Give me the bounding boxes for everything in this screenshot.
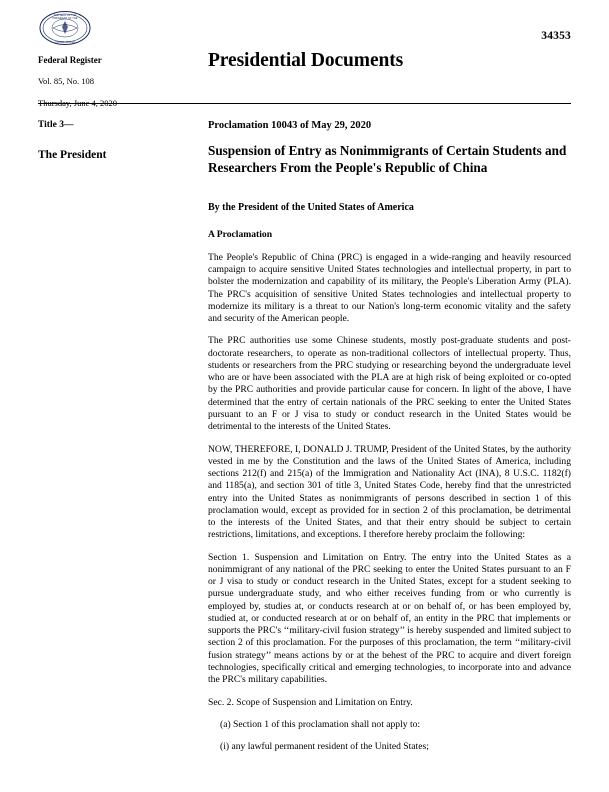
- byline: By the President of the United States of America: [208, 201, 414, 213]
- section-1-text: The entry into the United States as a nonimmigrant of any national of the PRC seeking to enter the United States pursuant to an F or J visa to study or conduct research in the United States, except for a student seeking to pursue undergraduate study, and who either receives funding from or who currently is employed by, studies at, or conducts research at or on behalf of, or has been employed by, studied at, or conducted research at or on behalf of, an entity in the PRC that implements or supports the PRC's ‘‘military-civil fusion strategy’’ is hereby suspended and limited subject to section 2 of this proclamation. For the purposes of this proclamation, the term ‘‘military-civil fusion strategy’’ means actions by or at the behest of the PRC to acquire and divert foreign technologies, specifically critical and emerging technologies, to incorporate into and advance the PRC's military capabilities.: [208, 551, 572, 686]
- section-2-item-a: (a) Section 1 of this proclamation shall not apply to:: [220, 718, 421, 730]
- the-president-label: The President: [38, 149, 107, 161]
- main-column: [208, 120, 571, 763]
- section-2-item-i: (i) any lawful permanent resident of the United States;: [220, 741, 429, 753]
- masthead-title: Presidential Documents: [208, 50, 404, 71]
- svg-text:PRESIDENT OF THE: PRESIDENT OF THE: [52, 17, 78, 20]
- section-1-label: Section 1: [208, 551, 247, 563]
- paragraph-3: NOW, THEREFORE, I, DONALD J. TRUMP, President of the United States, by the authority vested in me by the Constitution and the laws of the United States of America, including sections 212(f) and 215(a) of the Immigration and Nationality Act (INA), 8 U.S.C. 1182(f) and 1185(a), and section 301 of title 3, United States Code, hereby find that the unrestricted entry into the United States as nonimmigrants of persons described in section 1 of this proclamation would, except as provided for in section 2 of this proclamation, be detrimental to the interests of the United States, and that their entry should be subject to certain restrictions, limitations, and exceptions. I therefore hereby proclaim the following:: [208, 443, 571, 541]
- date-line: Thursday, June 4, 2020: [38, 97, 118, 108]
- section-1: Section 1. Suspension and Limitation on Entry. The entry into the United States as a nonimmigrant of any national of the PRC seeking to enter the United States pursuant to an F or J visa to study or conduct research in the United States, except for a student seeking to pursue undergraduate study, and who either receives funding from or who currently is employed by, studies at, or conducts research at or on behalf of, or has been employed by, studied at, or conducted research at or on behalf of, an entity in the PRC that implements or supports the PRC's ‘‘military-civil fusion strategy’’ is hereby suspended and limited subject to section 2 of this proclamation. For the purposes of this proclamation, the term ‘‘military-civil fusion strategy’’ means actions by or at the behest of the PRC to acquire and divert foreign technologies, specifically critical and emerging technologies, to incorporate into and advance the PRC's military capabilities.: [208, 551, 572, 686]
- section-2: Sec. 2. Scope of Suspension and Limitation on Entry.: [208, 696, 413, 708]
- section-1-heading: Suspension and Limitation on Entry.: [254, 551, 407, 563]
- paragraph-2: The PRC authorities use some Chinese students, mostly post-graduate students and post-doctorate researchers, to operate as non-traditional collectors of intellectual property. Thus, students or researchers from the PRC studying or researching beyond the undergraduate level who are or have been associated with the PLA are at high risk of being exploited or co-opted by the PRC authorities and provide particular cause for concern. In light of the above, I have determined that the entry of certain nationals of the PRC seeking to enter the United States pursuant to an F or J visa to study or conduct research in the United States would be detrimental to the interests of the United States.: [208, 335, 571, 433]
- svg-text:UNITED STATES: UNITED STATES: [54, 41, 76, 45]
- federal-register-label: Federal Register: [38, 55, 102, 65]
- proclamation-heading: A Proclamation: [208, 228, 273, 240]
- left-column: [38, 120, 188, 161]
- svg-text:THE SEAL OF THE: THE SEAL OF THE: [53, 14, 77, 18]
- federal-register-block: [38, 54, 188, 109]
- section-2-heading: Scope of Suspension and Limitation on Entry.: [236, 696, 413, 708]
- volume-line: Vol. 85, No. 108: [38, 76, 95, 87]
- presidential-seal-icon: [38, 10, 92, 46]
- page-number: 34353: [541, 30, 571, 42]
- section-2-label: Sec. 2: [208, 696, 232, 708]
- title-3-label: Title 3—: [38, 120, 74, 130]
- document-title: Suspension of Entry as Nonimmigrants of Certain Students and Researchers From the People's Republic of China: [208, 143, 567, 175]
- proclamation-line: Proclamation 10043 of May 29, 2020: [208, 120, 372, 131]
- paragraph-1: The People's Republic of China (PRC) is engaged in a wide-ranging and heavily resourced campaign to acquire sensitive United States technologies and intellectual property, in part to bolster the modernization and capability of its military, the People's Liberation Army (PLA). The PRC's acquisition of sensitive United States technologies and intellectual property to modernize its military is a threat to our Nation's long-term economic vitality and the safety and security of the American people.: [208, 251, 571, 325]
- header-divider: [38, 103, 571, 104]
